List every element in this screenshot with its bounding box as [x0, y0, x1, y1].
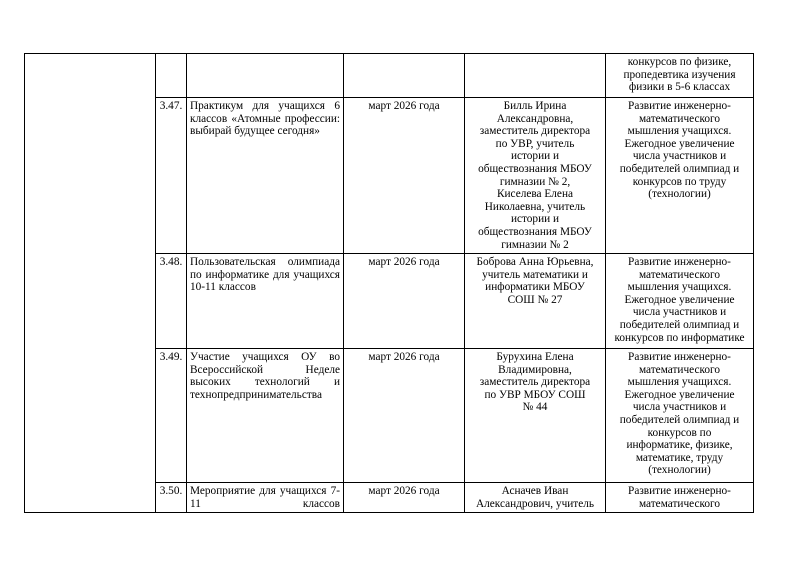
- expected-result: Развитие инженерно- математического мышления учащихся. Ежегодное увеличение числа участников и победителей олимпиад и конкурсов по информатике: [606, 254, 754, 349]
- result-cell: конкурсов по физике, пропедевтика изучения физики в 5-6 классах: [606, 54, 754, 98]
- row-number: 3.48.: [156, 254, 187, 349]
- responsible-person: Бурухина Елена Владимировна, заместитель директора по УВР МБОУ СОШ № 44: [465, 349, 606, 483]
- date-cell: [344, 54, 465, 98]
- row-number: 3.47.: [156, 98, 187, 254]
- row-number: 3.50.: [156, 483, 187, 513]
- expected-result: Развитие инженерно- математического: [606, 483, 754, 513]
- responsible-person: Боброва Анна Юрьевна, учитель математики и информатики МБОУ СОШ № 27: [465, 254, 606, 349]
- event-date: март 2026 года: [344, 98, 465, 254]
- expected-result: Развитие инженерно- математического мышления учащихся. Ежегодное увеличение числа участников и победителей олимпиад и конкурсов по труду (технологии): [606, 98, 754, 254]
- responsible-person: Асначев Иван Александрович, учитель: [465, 483, 606, 513]
- event-description: Мероприятие для учащихся 7-11 классов: [187, 483, 344, 513]
- num-cell: [156, 54, 187, 98]
- event-cell: [187, 54, 344, 98]
- responsible-person: Билль Ирина Александровна, заместитель директора по УВР, учитель истории и обществознания МБОУ гимназии № 2, Киселева Елена Николаевна, учитель истории и обществознания МБОУ гимназии № 2: [465, 98, 606, 254]
- event-description: Участие учащихся ОУ во Всероссийской Неделе высоких технологий и технопредпринимательства: [187, 349, 344, 483]
- table-row-continued: [25, 54, 754, 98]
- event-description: Пользовательская олимпиада по информатике для учащихся 10-11 классов: [187, 254, 344, 349]
- event-description: Практикум для учащихся 6 классов «Атомные профессии: выбирай будущее сегодня»: [187, 98, 344, 254]
- event-date: март 2026 года: [344, 483, 465, 513]
- left-column-cell: [25, 54, 156, 513]
- expected-result: Развитие инженерно- математического мышления учащихся. Ежегодное увеличение числа участников и победителей олимпиад и конкурсов по информатике, физике, математике, труду (технологии): [606, 349, 754, 483]
- event-date: март 2026 года: [344, 349, 465, 483]
- row-number: 3.49.: [156, 349, 187, 483]
- event-date: март 2026 года: [344, 254, 465, 349]
- plan-table: [24, 53, 754, 513]
- responsible-cell: [465, 54, 606, 98]
